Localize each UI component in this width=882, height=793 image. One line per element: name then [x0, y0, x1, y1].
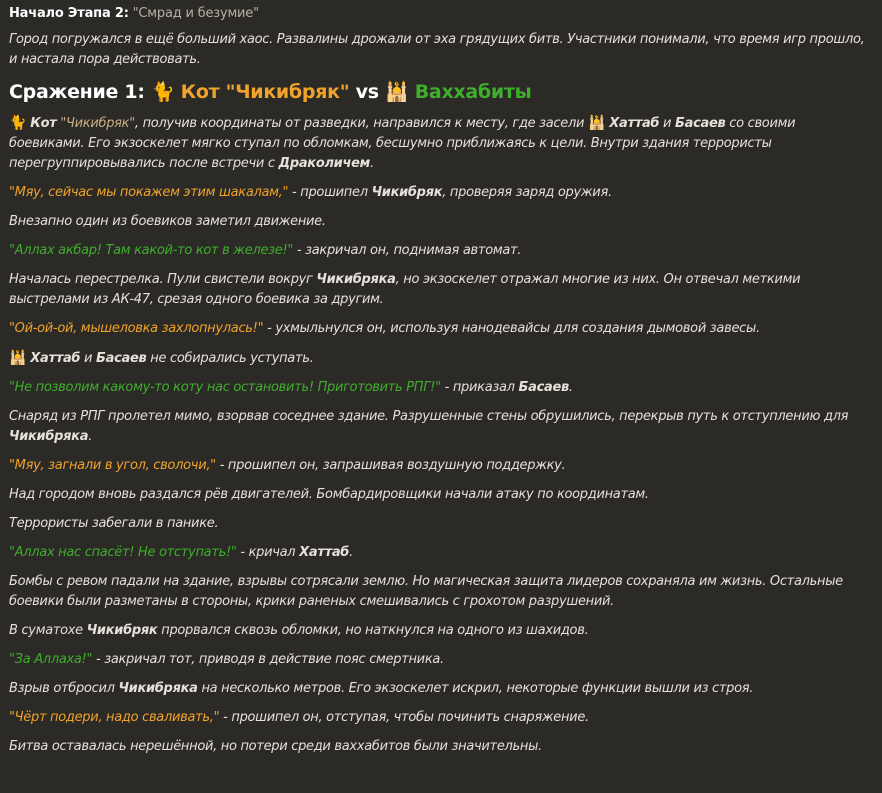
- character-name: Чикибряка: [9, 429, 89, 444]
- story-paragraph: [9, 485, 874, 505]
- story-paragraph: [9, 30, 874, 70]
- cat-quote: "Чёрт подери, надо сваливать,": [9, 710, 220, 725]
- story-paragraph: [9, 543, 874, 563]
- story-paragraph: [9, 737, 874, 757]
- character-name: Хаттаб: [299, 545, 350, 560]
- text-segment: прорвался сквозь обломки, но наткнулся на одного из шахидов.: [157, 623, 589, 638]
- text-segment: со своими боевиками. Его экзоскелет мягко ступал по обломкам, бесшумно приближаясь к цели. Внутри здания террористы перегруппировывались после встречи с: [9, 116, 796, 171]
- text-segment: и: [659, 116, 676, 131]
- story-paragraph: [9, 348, 874, 369]
- text-segment: - прошипел он, запрашивая воздушную поддержку.: [215, 458, 566, 473]
- story-paragraph: [9, 456, 874, 476]
- text-segment: - приказал: [440, 380, 519, 395]
- text-segment: , проверяя заряд оружия.: [442, 185, 612, 200]
- text-segment: Началась перестрелка. Пули свистели вокруг: [9, 272, 317, 287]
- stage-title: "Смрад и безумие": [132, 6, 259, 21]
- mosque-emoji-icon: 🕌: [9, 350, 31, 366]
- character-name: Драколичем: [278, 156, 370, 171]
- mosque-emoji-icon: 🕌: [385, 81, 409, 103]
- text-segment: - ухмыльнулся он, используя нанодевайсы для создания дымовой завесы.: [263, 321, 760, 336]
- story-paragraph: [9, 621, 874, 641]
- versus-label: vs: [355, 81, 379, 103]
- text-segment: - закричал он, поднимая автомат.: [293, 243, 522, 258]
- story-paragraphs: [9, 30, 874, 757]
- character-name: Басаев: [675, 116, 726, 131]
- character-name: Чикибряка: [316, 272, 396, 287]
- text-segment: - кричал: [236, 545, 300, 560]
- story-paragraph: [9, 183, 874, 203]
- character-name: Хаттаб: [30, 351, 81, 366]
- text-segment: .: [88, 429, 93, 444]
- enemy-quote: "Не позволим какому-то коту нас остановить! Приготовить РПГ!": [9, 380, 441, 395]
- character-name: Басаев: [518, 380, 569, 395]
- enemy-quote: "Аллах акбар! Там какой-то кот в железе!": [9, 243, 294, 258]
- character-name: Чикибряк: [86, 623, 158, 638]
- text-segment: Битва оставалась нерешённой, но потери среди ваххабитов были значительны.: [9, 739, 542, 754]
- cat-quote: "Мяу, сейчас мы покажем этим шакалам,": [9, 185, 289, 200]
- text-segment: не собирались уступать.: [146, 351, 314, 366]
- text-segment: Взрыв отбросил: [9, 681, 119, 696]
- character-name: Чикибряк: [371, 185, 443, 200]
- character-name: Кот: [30, 116, 57, 131]
- story-paragraph: [9, 650, 874, 670]
- enemy-quote: "За Аллаха!": [9, 652, 93, 667]
- text-segment: - прошипел он, отступая, чтобы починить снаряжение.: [219, 710, 589, 725]
- text-segment: Над городом вновь раздался рёв двигателей. Бомбардировщики начали атаку по координатам.: [9, 487, 649, 502]
- story-paragraph: [9, 407, 874, 447]
- text-segment: .: [349, 545, 353, 560]
- text-segment: Террористы забегали в панике.: [9, 516, 219, 531]
- stage-label: Начало Этапа 2:: [9, 6, 129, 21]
- story-paragraph: [9, 319, 874, 339]
- character-name: Хаттаб: [609, 116, 660, 131]
- nickname: "Чикибряк": [60, 116, 135, 131]
- stage-header: [9, 4, 874, 24]
- battle-heading: [9, 79, 874, 105]
- story-paragraph: [9, 572, 874, 612]
- text-segment: на несколько метров. Его экзоскелет искрил, некоторые функции вышли из строя.: [197, 681, 754, 696]
- character-name: Чикибряка: [118, 681, 198, 696]
- text-segment: , получив координаты от разведки, направился к месту, где засели: [134, 116, 588, 131]
- cat-quote: "Мяу, загнали в угол, сволочи,": [9, 458, 216, 473]
- fighter-2-name: Ваххабиты: [414, 81, 532, 103]
- text-segment: Город погружался в ещё больший хаос. Развалины дрожали от эха грядущих битв. Участники понимали, что время игр прошло, и настала пора действовать.: [9, 32, 865, 67]
- mosque-emoji-icon: 🕌: [587, 115, 610, 131]
- story-paragraph: [9, 270, 874, 310]
- text-segment: , но экзоскелет отражал многие из них. Он отвечал меткими выстрелами из АК-47, срезая одного боевика за другим.: [9, 272, 801, 307]
- cat-emoji-icon: 🐈: [150, 81, 175, 103]
- text-segment: Снаряд из РПГ пролетел мимо, взорвав соседнее здание. Разрушенные стены обрушились, перекрыв путь к отступлению для: [9, 409, 849, 424]
- text-segment: - закричал тот, приводя в действие пояс смертника.: [92, 652, 444, 667]
- cat-quote: "Ой-ой-ой, мышеловка захлопнулась!": [9, 321, 264, 336]
- story-paragraph: [9, 514, 874, 534]
- story-paragraph: [9, 212, 874, 232]
- text-segment: .: [568, 380, 573, 395]
- text-segment: В суматохе: [9, 623, 87, 638]
- text-segment: Бомбы с ревом падали на здание, взрывы сотрясали землю. Но магическая защита лидеров сохраняла им жизнь. Остальные боевики были разметаны в стороны, крики раненых смешивались с грохотом разрушений.: [9, 574, 843, 609]
- character-name: Басаев: [96, 351, 147, 366]
- text-segment: и: [80, 351, 97, 366]
- text-segment: Внезапно один из боевиков заметил движение.: [9, 214, 326, 229]
- fighter-1-name: Кот "Чикибряк": [180, 81, 350, 103]
- text-segment: - прошипел: [288, 185, 372, 200]
- enemy-quote: "Аллах нас спасёт! Не отступать!": [9, 545, 237, 560]
- story-paragraph: [9, 708, 874, 728]
- text-segment: .: [369, 156, 374, 171]
- story-paragraph: [9, 679, 874, 699]
- battle-prefix: Сражение 1:: [9, 81, 145, 103]
- story-paragraph: [9, 378, 874, 398]
- story-paragraph: [9, 241, 874, 261]
- cat-emoji-icon: 🐈: [9, 115, 31, 131]
- story-paragraph: [9, 113, 874, 174]
